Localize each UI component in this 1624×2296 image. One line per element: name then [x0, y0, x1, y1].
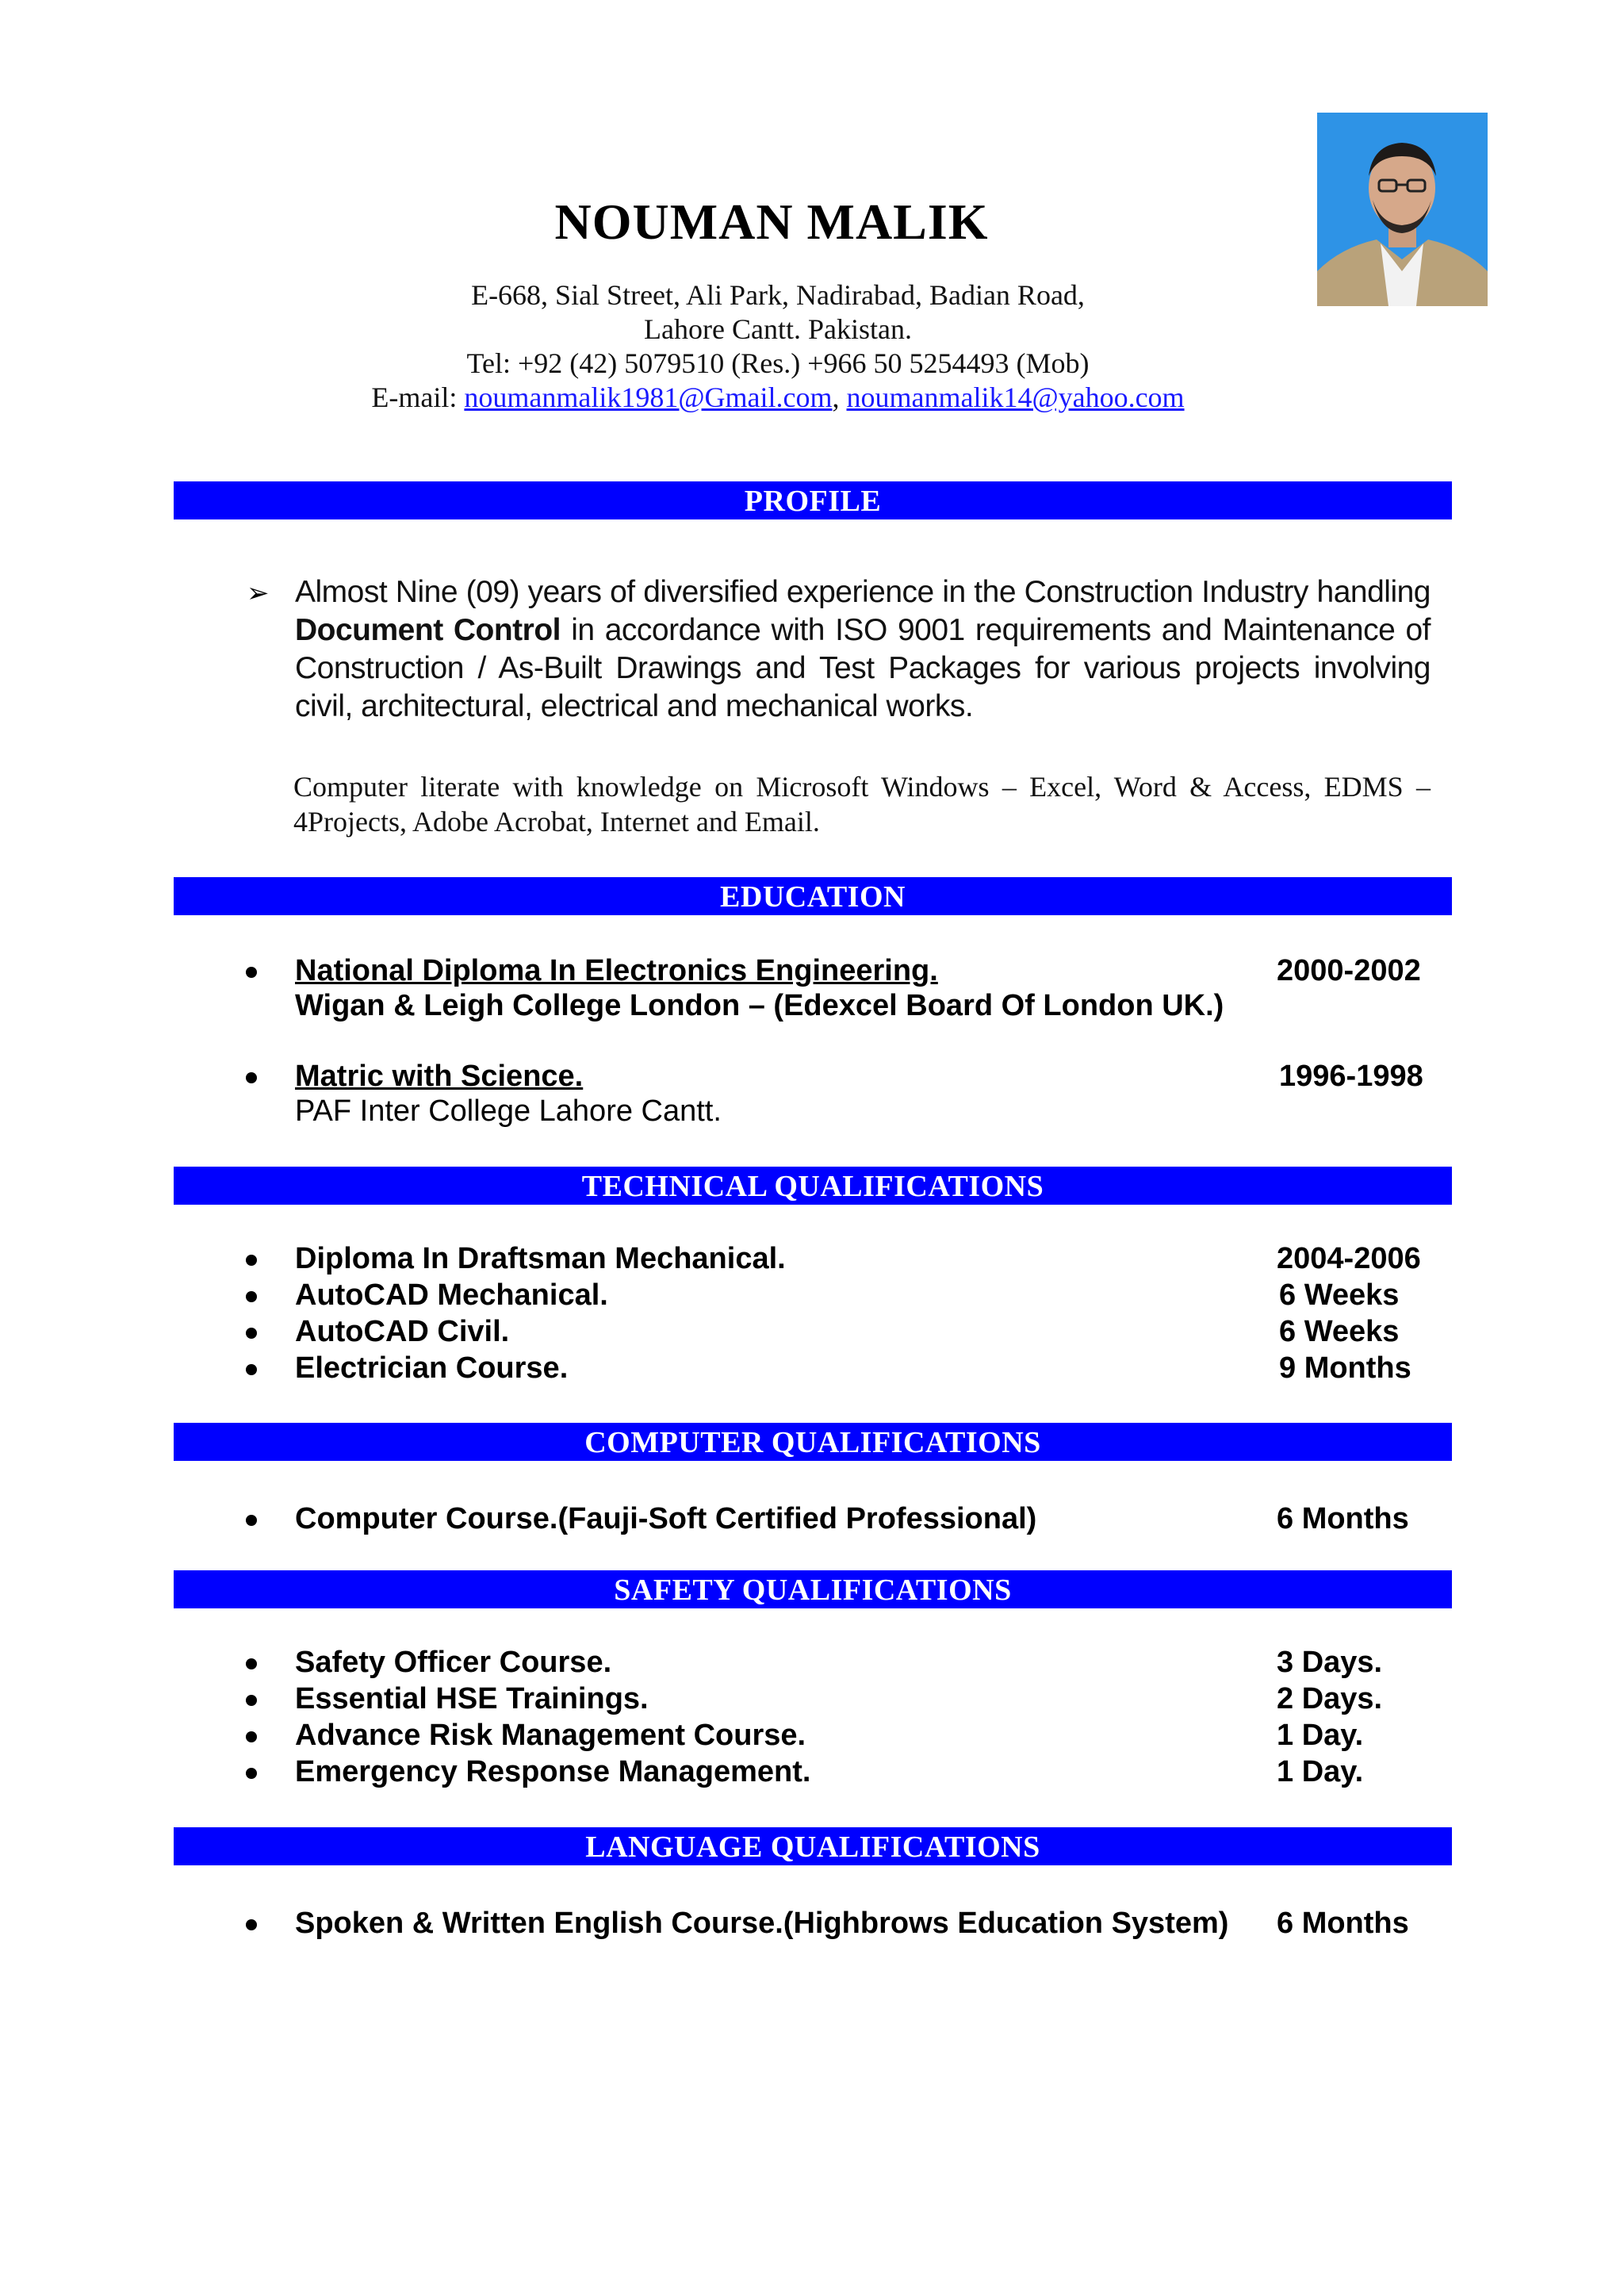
bullet-icon [246, 1695, 257, 1706]
address-line-1: E-668, Sial Street, Ali Park, Nadirabad, Badian Road, [471, 279, 1085, 311]
email-label: E-mail: [371, 381, 465, 413]
profile-text-start: Almost Nine (09) years of diversified experience in the Construction Industry handling [295, 575, 1431, 609]
bullet-icon [246, 1291, 257, 1302]
safety-item: Advance Risk Management Course. [295, 1719, 806, 1752]
profile-text-end: in accordance with ISO 9001 requirements and Maintenance of Construction / As-Built Drawings and Test Packages for various projects involving civil, architectural, electrical and mechanical works. [295, 613, 1431, 723]
education-detail: PAF Inter College Lahore Cantt. [295, 1094, 722, 1128]
profile-text-highlight: Document Control [295, 613, 561, 647]
address-line-2: Lahore Cantt. Pakistan. [644, 313, 912, 345]
education-title: National Diploma In Electronics Engineering. [295, 954, 938, 987]
safety-duration: 1 Day. [1277, 1719, 1364, 1752]
education-years: 1996-1998 [1279, 1060, 1423, 1093]
safety-duration: 2 Days. [1277, 1682, 1383, 1715]
email-line [0, 381, 1556, 414]
bullet-icon [246, 967, 257, 978]
technical-item: Electrician Course. [295, 1351, 569, 1385]
bullet-icon [246, 1255, 257, 1266]
email-link-yahoo[interactable]: noumanmalik14@yahoo.com [846, 381, 1185, 413]
safety-item: Emergency Response Management. [295, 1755, 811, 1788]
education-title: Matric with Science. [295, 1060, 584, 1093]
technical-duration: 2004-2006 [1277, 1242, 1421, 1275]
safety-duration: 1 Day. [1277, 1755, 1364, 1788]
bullet-icon [246, 1328, 257, 1339]
telephone-line: Tel: +92 (42) 5079510 (Res.) +966 50 5254493 (Mob) [466, 347, 1090, 379]
email-separator: , [832, 381, 847, 413]
bullet-icon [246, 1658, 257, 1669]
profile-photo [1317, 113, 1488, 306]
computer-item: Computer Course.(Fauji-Soft Certified Professional) [295, 1502, 1037, 1535]
section-header-education: EDUCATION [174, 877, 1452, 915]
language-duration: 6 Months [1277, 1907, 1409, 1940]
safety-item: Safety Officer Course. [295, 1646, 612, 1679]
arrow-bullet-icon: ➢ [247, 578, 270, 608]
bullet-icon [246, 1072, 257, 1083]
section-header-technical: TECHNICAL QUALIFICATIONS [174, 1167, 1452, 1205]
bullet-icon [246, 1919, 257, 1930]
bullet-icon [246, 1364, 257, 1375]
technical-item: AutoCAD Mechanical. [295, 1278, 608, 1312]
section-header-profile: PROFILE [174, 481, 1452, 519]
portrait-image [1317, 113, 1488, 306]
technical-duration: 6 Weeks [1279, 1315, 1400, 1348]
technical-duration: 9 Months [1279, 1351, 1411, 1385]
safety-item: Essential HSE Trainings. [295, 1682, 649, 1715]
bullet-icon [246, 1515, 257, 1526]
language-item: Spoken & Written English Course.(Highbrows Education System) [295, 1907, 1229, 1940]
candidate-name: NOUMAN MALIK [554, 194, 989, 250]
bullet-icon [246, 1731, 257, 1742]
section-header-language: LANGUAGE QUALIFICATIONS [174, 1827, 1452, 1865]
education-years: 2000-2002 [1277, 954, 1421, 987]
section-header-safety: SAFETY QUALIFICATIONS [174, 1570, 1452, 1608]
email-link-gmail[interactable]: noumanmalik1981@Gmail.com [464, 381, 833, 413]
technical-item: Diploma In Draftsman Mechanical. [295, 1242, 786, 1275]
technical-item: AutoCAD Civil. [295, 1315, 510, 1348]
safety-duration: 3 Days. [1277, 1646, 1383, 1679]
computer-duration: 6 Months [1277, 1502, 1409, 1535]
technical-duration: 6 Weeks [1279, 1278, 1400, 1312]
education-detail: Wigan & Leigh College London – (Edexcel Board Of London UK.) [295, 989, 1224, 1022]
computer-literacy-text: Computer literate with knowledge on Microsoft Windows – Excel, Word & Access, EDMS – 4Projects, Adobe Acrobat, Internet and Email. [293, 771, 1431, 838]
bullet-icon [246, 1768, 257, 1779]
section-header-computer: COMPUTER QUALIFICATIONS [174, 1423, 1452, 1461]
profile-summary [295, 573, 1431, 726]
